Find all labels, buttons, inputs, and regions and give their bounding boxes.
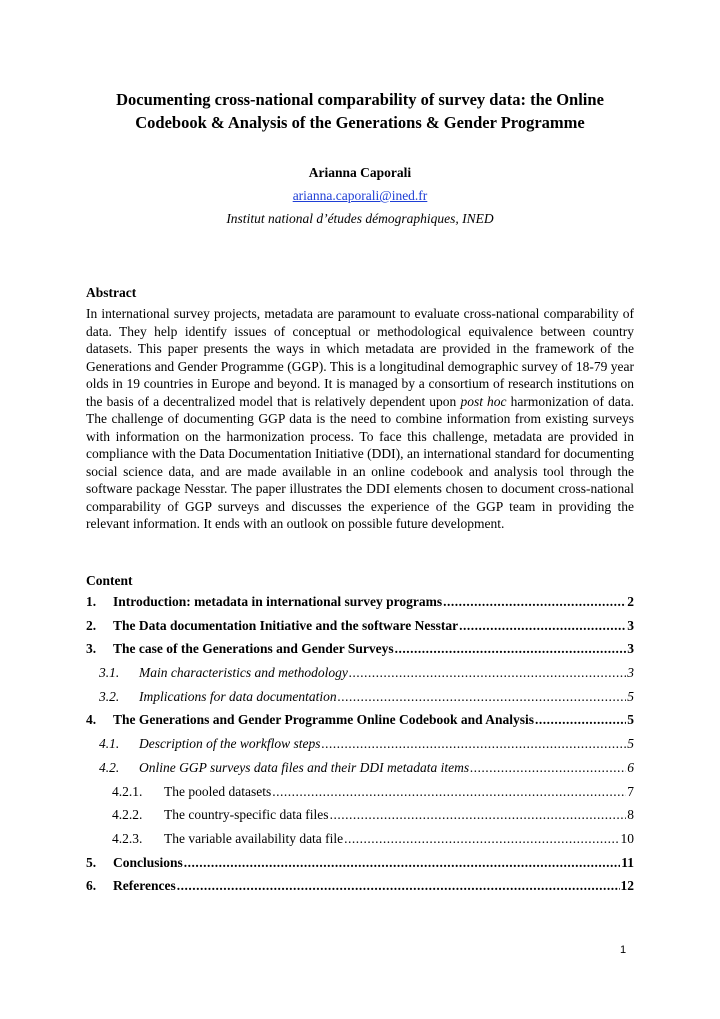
toc-leader-dots: [535, 712, 626, 728]
toc-entry-title: Main characteristics and methodology: [139, 665, 348, 681]
abstract-heading: Abstract: [86, 285, 137, 300]
toc-leader-dots: [177, 878, 620, 894]
toc-entry-page: 10: [620, 830, 634, 846]
author-affiliation: Institut national d’études démographiques, INED: [226, 211, 494, 226]
title-line-1: Documenting cross-national comparability of survey data: the Online: [116, 90, 604, 109]
toc-leader-dots: [184, 855, 620, 871]
toc-entry-number: 4.2.1.: [112, 783, 143, 799]
toc-entry-number: 4.: [86, 712, 97, 728]
author-email: [0, 188, 720, 204]
toc-entry[interactable]: [86, 831, 634, 855]
toc-entry-page: 5: [627, 736, 634, 752]
page-number: 1: [620, 944, 627, 956]
toc-leader-dots: [338, 689, 627, 705]
toc-entry-title: The variable availability data file: [164, 830, 344, 846]
toc-entry[interactable]: [86, 594, 634, 618]
table-of-contents: [86, 594, 634, 902]
toc-entry-title: Online GGP surveys data files and their DDI metadata items: [139, 759, 470, 775]
abstract-italic-term: post hoc: [460, 393, 507, 409]
toc-entry-title: The case of the Generations and Gender Surveys: [113, 641, 394, 657]
abstract-text-part-1: In international survey projects, metadata are paramount to evaluate cross-national comparability of data. They help identify issues of conceptual or methodological equivalence between country datasets. This paper presents the ways in which metadata are provided in the framework of the Generations and Gender Programme (GGP). This is a longitudinal demographic survey of 18-79 year olds in 19 countries in Europe and beyond. It is managed by a consortium of research institutions on the basis of a decentralized model that is relatively dependent upon: [86, 306, 634, 409]
toc-leader-dots: [272, 784, 626, 800]
abstract-text-part-2: harmonization of data. The challenge of documenting GGP data is the need to combine information from existing surveys with information on the harmonization process. To face this challenge, metadata are provided in compliance with the Data Documentation Initiative (DDI), an international standard for documenting social science data, and are made available in an online codebook and analysis tool through the software package Nesstar. The paper illustrates the DDI elements chosen to document cross-national comparability of GGP surveys and discusses the experience of the GGP team in providing the relevant information. It ends with an outlook on possible future development.: [86, 393, 634, 531]
toc-entry[interactable]: [86, 712, 634, 736]
toc-entry[interactable]: [86, 760, 634, 784]
toc-entry-title: The Generations and Gender Programme Online Codebook and Analysis: [113, 712, 535, 728]
toc-entry[interactable]: [86, 784, 634, 808]
toc-leader-dots: [470, 760, 626, 776]
title-line-2: Codebook & Analysis of the Generations & Gender Programme: [135, 113, 585, 132]
toc-entry-page: 11: [621, 854, 634, 870]
toc-entry-page: 3: [627, 641, 634, 657]
toc-entry-page: 3: [627, 665, 634, 681]
toc-entry-page: 2: [627, 594, 634, 609]
toc-entry-page: 3: [627, 617, 634, 633]
toc-entry-number: 4.2.2.: [112, 807, 143, 823]
toc-entry-number: 4.2.: [99, 759, 120, 775]
toc-entry-page: 8: [627, 807, 634, 823]
toc-entry[interactable]: [86, 736, 634, 760]
toc-entry-number: 3.: [86, 641, 97, 657]
toc-entry[interactable]: [86, 689, 634, 713]
abstract-body: [86, 305, 634, 533]
toc-entry-title: Description of the workflow steps: [139, 736, 321, 752]
toc-entry-number: 4.2.3.: [112, 830, 143, 846]
toc-entry-title: The country-specific data files: [164, 807, 329, 823]
toc-entry-number: 4.1.: [99, 736, 120, 752]
toc-entry-page: 5: [627, 688, 634, 704]
toc-entry-title: References: [113, 878, 176, 894]
toc-entry-title: Implications for data documentation: [139, 688, 337, 704]
toc-entry-title: Introduction: metadata in international survey programs: [113, 594, 443, 609]
toc-entry[interactable]: [86, 618, 634, 642]
content-heading: Content: [86, 573, 133, 588]
toc-entry-number: 5.: [86, 854, 97, 870]
toc-entry-page: 7: [627, 783, 634, 799]
toc-entry[interactable]: [86, 665, 634, 689]
toc-entry[interactable]: [86, 641, 634, 665]
document-title: [0, 88, 720, 134]
toc-leader-dots: [349, 665, 626, 681]
toc-leader-dots: [322, 736, 627, 752]
toc-entry-number: 2.: [86, 617, 97, 633]
toc-entry-number: 3.2.: [99, 688, 120, 704]
toc-entry-page: 5: [627, 712, 634, 728]
toc-leader-dots: [330, 807, 627, 823]
toc-entry-title: Conclusions: [113, 854, 183, 870]
toc-entry-number: 6.: [86, 878, 97, 894]
author-name: Arianna Caporali: [308, 165, 412, 180]
toc-leader-dots: [443, 594, 626, 610]
toc-leader-dots: [344, 831, 619, 847]
toc-entry[interactable]: [86, 807, 634, 831]
toc-entry-page: 12: [620, 878, 634, 894]
toc-entry-title: The Data documentation Initiative and the software Nesstar: [113, 617, 459, 633]
toc-entry-page: 6: [627, 759, 634, 775]
toc-entry[interactable]: [86, 855, 634, 879]
toc-entry-number: 1.: [86, 594, 97, 609]
toc-entry[interactable]: [86, 878, 634, 902]
toc-leader-dots: [459, 618, 626, 634]
toc-entry-number: 3.1.: [99, 665, 120, 681]
toc-leader-dots: [395, 641, 627, 657]
toc-entry-title: The pooled datasets: [164, 783, 272, 799]
email-link[interactable]: arianna.caporali@ined.fr: [292, 188, 428, 203]
